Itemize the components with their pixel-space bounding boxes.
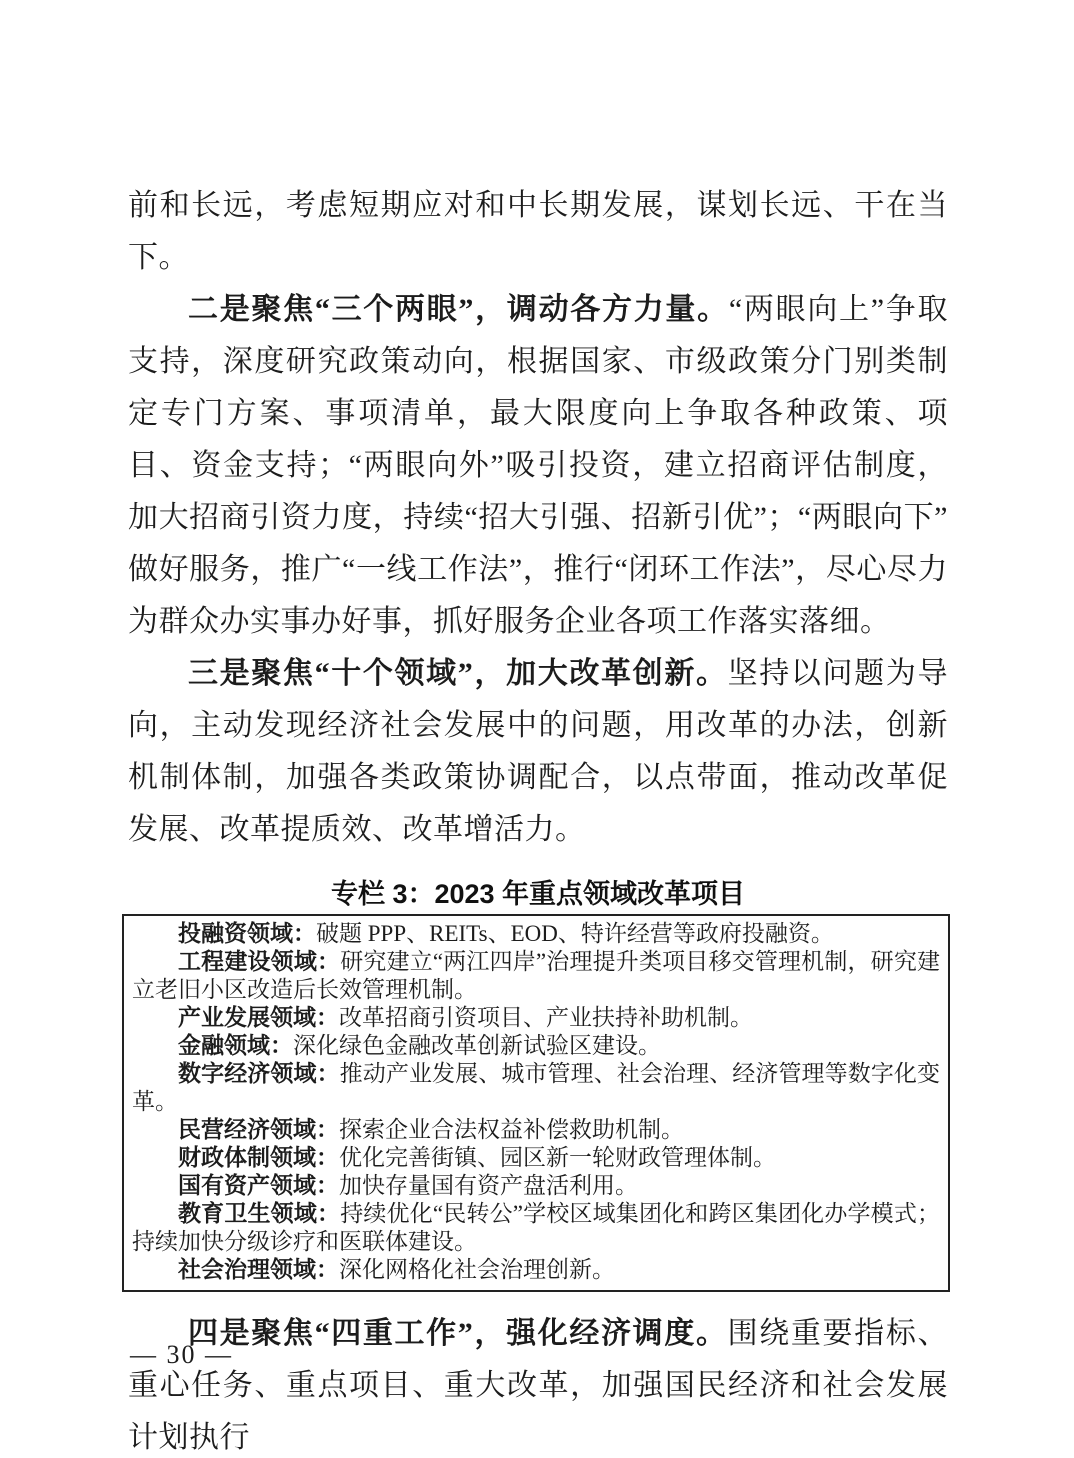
panel-item-label: 财政体制领域： xyxy=(178,1145,339,1170)
panel-item-label: 民营经济领域： xyxy=(178,1117,339,1142)
paragraph-lead: 二是聚焦“三个两眼”，调动各方力量。 xyxy=(188,293,729,326)
panel-item: 工程建设领域：研究建立“两江四岸”治理提升类项目移交管理机制，研究建立老旧小区改造后长效管理机制。 xyxy=(132,949,940,1002)
page-content xyxy=(128,180,948,1458)
panel-item-label: 数字经济领域： xyxy=(178,1061,340,1086)
panel-item: 民营经济领域：探索企业合法权益补偿救助机制。 xyxy=(178,1117,684,1142)
panel-item: 国有资产领域：加快存量国有资产盘活利用。 xyxy=(178,1173,638,1198)
paragraph-lead: 三是聚焦“十个领域”，加大改革创新。 xyxy=(188,657,728,690)
panel-item: 产业发展领域：改革招商引资项目、产业扶持补助机制。 xyxy=(178,1005,753,1030)
paragraph: 二是聚焦“三个两眼”，调动各方力量。“两眼向上”争取支持，深度研究政策动向，根据国家、市级政策分门别类制定专门方案、事项清单，最大限度向上争取各种政策、项目、资金支持；“两眼向外”吸引投资，建立招商评估制度，加大招商引资力度，持续“招大引强、招新引优”；“两眼向下”做好服务，推广“一线工作法”，推行“闭环工作法”，尽心尽力为群众办实事办好事，抓好服务企业各项工作落实落细。 xyxy=(128,293,948,638)
paragraph: 前和长远，考虑短期应对和中长期发展，谋划长远、干在当下。 xyxy=(128,189,948,274)
panel-item: 金融领域：深化绿色金融改革创新试验区建设。 xyxy=(178,1033,661,1058)
paragraph: 三是聚焦“十个领域”，加大改革创新。坚持以问题为导向，主动发现经济社会发展中的问题，用改革的办法，创新机制体制，加强各类政策协调配合，以点带面，推动改革促发展、改革提质效、改革增活力。 xyxy=(128,657,948,846)
panel-item-label: 社会治理领域： xyxy=(178,1257,339,1282)
panel-item-label: 金融领域： xyxy=(178,1033,293,1058)
panel-item-label: 产业发展领域： xyxy=(178,1005,339,1030)
panel-item: 投融资领域：破题 PPP、REITs、EOD、特许经营等政府投融资。 xyxy=(178,921,834,946)
panel-item: 社会治理领域：深化网格化社会治理创新。 xyxy=(178,1257,615,1282)
panel-item-label: 教育卫生领域： xyxy=(178,1201,341,1226)
paragraph-lead: 四是聚焦“四重工作”，强化经济调度。 xyxy=(188,1317,728,1350)
panel-item-label: 投融资领域： xyxy=(178,921,316,946)
panel-item: 数字经济领域：推动产业发展、城市管理、社会治理、经济管理等数字化变革。 xyxy=(132,1061,940,1114)
panel-item-label: 工程建设领域： xyxy=(178,949,341,974)
body-paragraphs-bottom xyxy=(128,1308,948,1458)
panel-item: 财政体制领域：优化完善街镇、园区新一轮财政管理体制。 xyxy=(178,1145,776,1170)
paragraph: 四是聚焦“四重工作”，强化经济调度。围绕重要指标、重心任务、重点项目、重大改革，加强国民经济和社会发展计划执行 xyxy=(128,1317,948,1454)
panel-item: 教育卫生领域：持续优化“民转公”学校区域集团化和跨区集团化办学模式；持续加快分级诊疗和医联体建设。 xyxy=(132,1201,940,1254)
page-number: — 30 — xyxy=(130,1340,233,1369)
panel-item-label: 国有资产领域： xyxy=(178,1173,339,1198)
body-paragraphs-top xyxy=(128,180,948,856)
panel-box xyxy=(122,914,950,1292)
panel-title: 专栏 3：2023 年重点领域改革项目 xyxy=(330,879,746,909)
